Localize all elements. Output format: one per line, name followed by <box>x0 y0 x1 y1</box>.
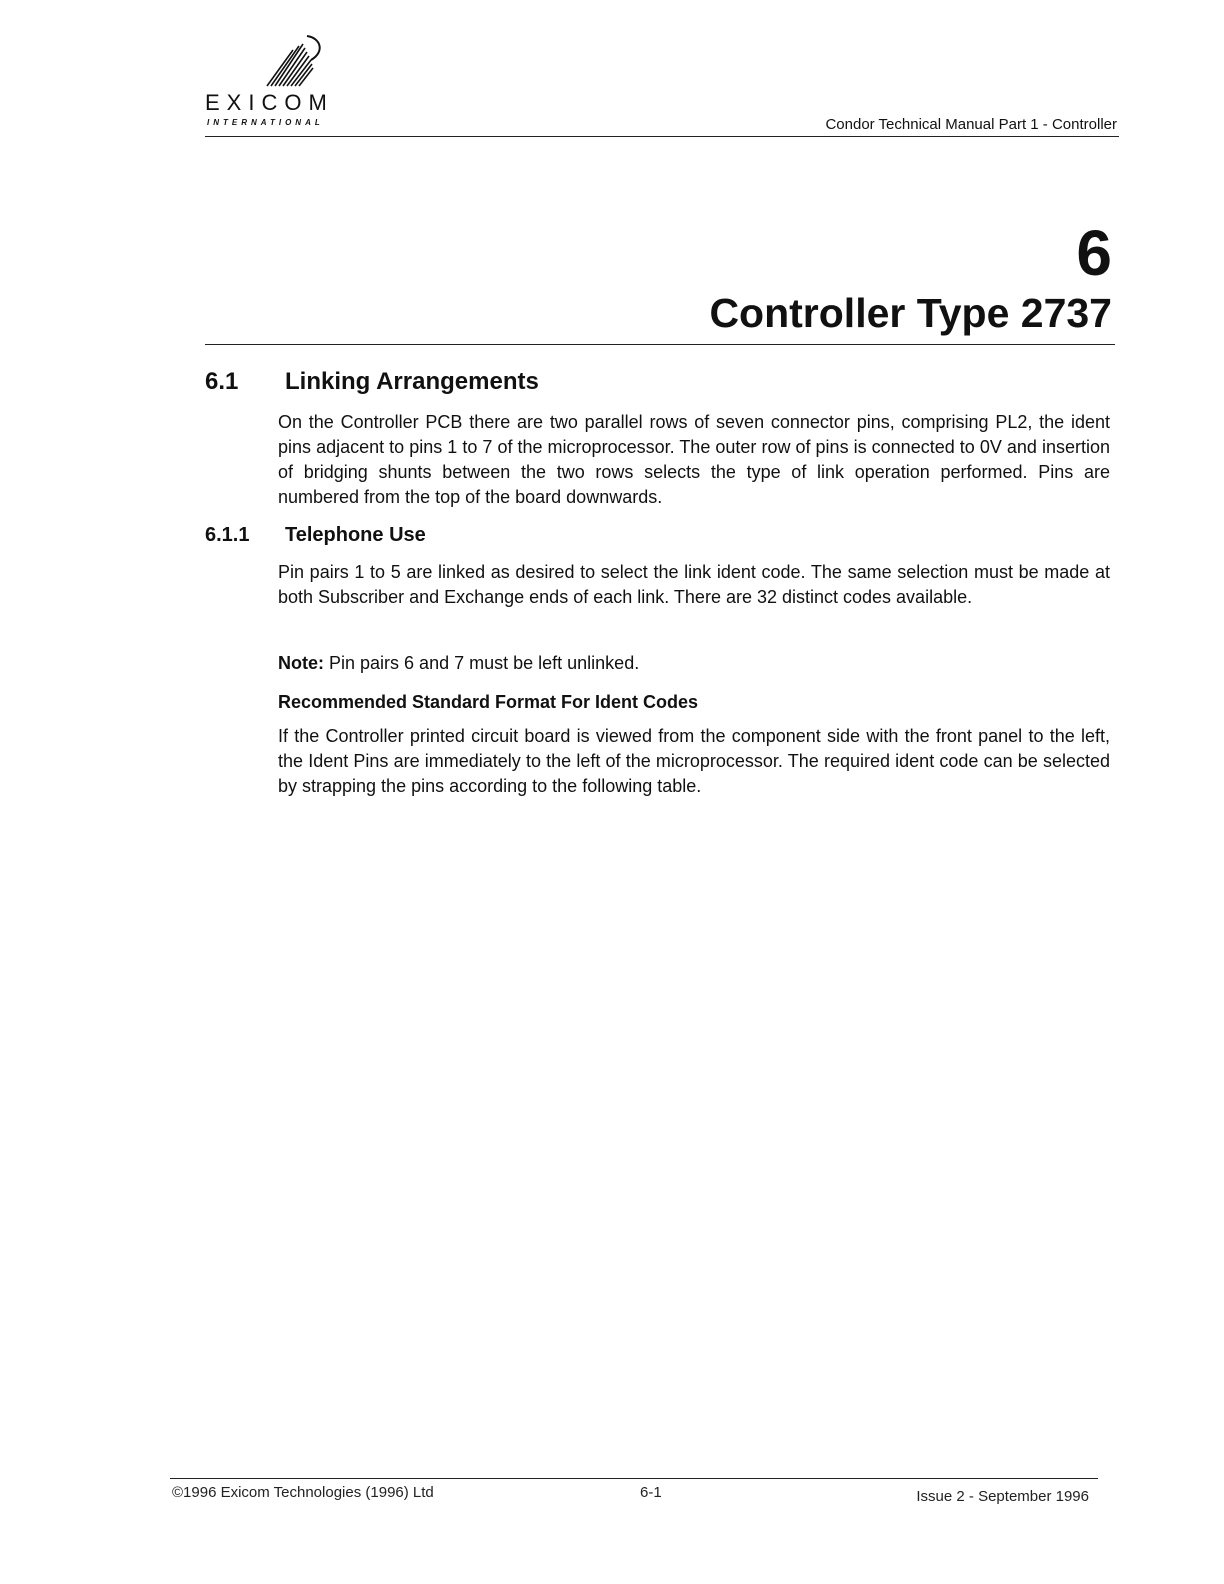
footer-page-number: 6-1 <box>640 1484 662 1501</box>
subheading-body: If the Controller printed circuit board is viewed from the component side with the front panel to the left, the Ident Pins are immediately to the left of the microprocessor. The required ident code can be selected by strapping the pins according to the following table. <box>278 726 1110 796</box>
section-number: 6.1 <box>205 368 239 395</box>
footer-copyright: ©1996 Exicom Technologies (1996) Ltd <box>172 1484 434 1501</box>
footer-rule <box>170 1478 1098 1479</box>
chapter-title: Controller Type 2737 <box>709 290 1112 336</box>
logo-wordmark: EXICOM <box>205 90 334 115</box>
header-rule <box>205 136 1119 137</box>
section-title: Linking Arrangements <box>285 368 539 395</box>
chapter-number: 6 <box>1076 217 1112 289</box>
note <box>278 651 1110 676</box>
logo-tagline: INTERNATIONAL <box>207 118 324 127</box>
chapter-rule <box>205 344 1115 345</box>
subsection-body: Pin pairs 1 to 5 are linked as desired to select the link ident code. The same selection must be made at both Subscriber and Exchange ends of each link. There are 32 distinct codes available. <box>278 562 1110 607</box>
subheading: Recommended Standard Format For Ident Codes <box>278 692 699 712</box>
subsection-number: 6.1.1 <box>205 524 250 546</box>
note-label: Note: <box>278 653 324 673</box>
subsection-title: Telephone Use <box>285 524 426 546</box>
section-body: On the Controller PCB there are two parallel rows of seven connector pins, comprising PL2, the ident pins adjacent to pins 1 to 7 of the microprocessor. The outer row of pins is connected to 0V and insertion of bridging shunts between the two rows selects the type of link operation performed. Pins are numbered from the top of the board downwards. <box>278 412 1110 507</box>
exicom-logo <box>205 30 365 130</box>
logo-mark-icon <box>245 30 335 90</box>
running-header: Condor Technical Manual Part 1 - Controller <box>825 116 1117 133</box>
note-text: Pin pairs 6 and 7 must be left unlinked. <box>329 653 640 673</box>
footer-issue: Issue 2 - September 1996 <box>916 1488 1089 1505</box>
